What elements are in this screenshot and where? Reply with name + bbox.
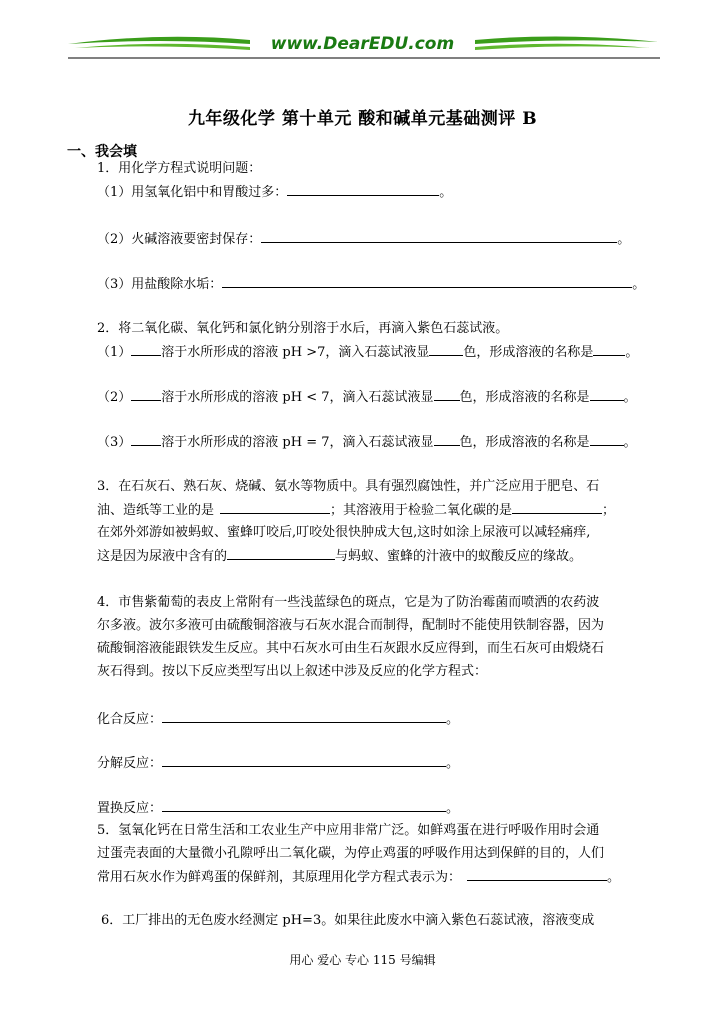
q2-2-prefix: （2） [97,390,132,405]
q2-2-name-blank[interactable] [590,386,624,401]
q2-3-name-blank[interactable] [590,431,624,446]
q2-1-prefix: （1） [97,345,132,360]
q2-2-substance-blank[interactable] [131,386,161,401]
q3-text-d: 这是因为尿液中含有的 [97,549,228,564]
q1c-line [97,273,645,296]
q4-combine-blank[interactable] [162,708,446,723]
q1b-answer-blank[interactable] [261,228,617,243]
section-heading: 一、我会填 [67,144,137,160]
site-logo-text: www.DearEDU.com [270,34,455,54]
q5-end: 。 [607,870,621,885]
q2-3-substance-blank[interactable] [131,431,161,446]
q1a-end: 。 [439,185,453,200]
q4-line-1: 4．市售紫葡萄的表皮上常附有一些浅蓝绿色的斑点，它是为了防治霉菌而喷洒的农药波 [97,595,600,610]
q3-text-c: ； [602,503,616,518]
right-swoosh-bottom [475,44,650,50]
q4-replace-label: 置换反应： [97,801,163,816]
q4-replace-line [97,797,459,820]
q1b-line [97,228,630,251]
q3-text-a: 油、造纸等工业的是 [97,503,215,518]
q2-intro: 2．将二氧化碳、氧化钙和氯化钠分别溶于水后，再滴入紫色石蕊试液。 [97,321,509,336]
q2-line-1 [97,341,638,364]
q2-1-name-blank[interactable] [593,341,625,356]
q4-line-3: 硫酸铜溶液能跟铁发生反应。其中石灰水可由生石灰跟水反应得到，而生石灰可由煅烧石 [97,641,605,656]
q2-line-2 [97,386,637,409]
q3-blank-3[interactable] [227,545,335,560]
q4-combine-line [97,708,459,731]
q2-2-end: 。 [623,390,637,405]
q4-replace-blank[interactable] [162,797,446,812]
q4-decompose-blank[interactable] [162,752,446,767]
q1b-end: 。 [617,232,631,247]
q3-text-b: ；其溶液用于检验二氧化碳的是 [330,503,513,518]
q2-line-3 [97,431,637,454]
q3-line-1: 3．在石灰石、熟石灰、烧碱、氨水等物质中。具有强烈腐蚀性，并广泛应用于肥皂、石 [97,479,600,494]
q2-2-color-blank[interactable] [434,386,460,401]
q5-text: 常用石灰水作为鲜鸡蛋的保鲜剂，其原理用化学方程式表示为： [97,870,462,885]
q4-line-2: 尔多液。波尔多液可由硫酸铜溶液与石灰水混合而制得，配制时不能使用铁制容器，因为 [97,618,605,633]
left-swoosh-top [68,37,250,44]
q4-decompose-line [97,752,459,775]
right-swoosh-top [475,36,658,44]
q4-decompose-end: 。 [446,756,460,771]
q4-combine-end: 。 [446,712,460,727]
q4-line-4: 灰石得到。按以下反应类型写出以上叙述中涉及反应的化学方程式： [97,664,488,679]
q2-3-end: 。 [623,435,637,450]
q5-line-1: 5．氢氧化钙在日常生活和工农业生产中应用非常广泛。如鲜鸡蛋在进行呼吸作用时会通 [97,823,600,838]
q4-replace-end: 。 [446,801,460,816]
q2-2-text-b: 色，形成溶液的名称是 [459,390,590,405]
q2-3-text-a: 溶于水所形成的溶液 pH = 7，滴入石蕊试液显 [161,435,434,450]
q3-line-2 [97,499,615,522]
page-footer: 用心 爱心 专心 115 号编辑 [289,953,436,967]
q2-1-text-b: 色，形成溶液的名称是 [463,345,594,360]
q1b-label: （2）火碱溶液要密封保存： [97,232,262,247]
q1c-end: 。 [632,277,646,292]
q5-blank[interactable] [467,866,607,881]
q2-1-end: 。 [625,345,639,360]
q5-line-2: 过蛋壳表面的大量微小孔隙呼出二氧化碳，为停止鸡蛋的呼吸作用达到保鲜的目的，人们 [97,846,605,861]
q3-blank-1[interactable] [220,499,330,514]
q3-line-4 [97,545,582,568]
q6-line-1: 6．工厂排出的无色废水经测定 pH=3。如果往此废水中滴入紫色石蕊试液，溶液变成 [101,913,595,928]
q2-1-substance-blank[interactable] [131,341,161,356]
q2-3-prefix: （3） [97,435,132,450]
q3-text-e: 与蚂蚁、蜜蜂的汁液中的蚁酸反应的缘故。 [335,549,583,564]
q2-3-color-blank[interactable] [434,431,460,446]
q1c-label: （3）用盐酸除水垢： [97,277,223,292]
q2-1-text-a: 溶于水所形成的溶液 pH >7，滴入石蕊试液显 [161,345,430,360]
q4-combine-label: 化合反应： [97,712,163,727]
q1a-label: （1）用氢氧化铝中和胃酸过多： [97,185,288,200]
q1a-answer-blank[interactable] [287,181,439,196]
header-banner [0,30,725,64]
q2-3-text-b: 色，形成溶液的名称是 [459,435,590,450]
q3-line-3: 在郊外郊游如被蚂蚁、蜜蜂叮咬后,叮咬处很快肿成大包,这时如涂上尿液可以减轻痛痒, [97,525,591,540]
q3-blank-2[interactable] [512,499,602,514]
page-title: 九年级化学 第十单元 酸和碱单元基础测评 B [187,109,538,129]
q1-intro: 1．用化学方程式说明问题： [97,161,262,176]
q1c-answer-blank[interactable] [222,273,632,288]
q5-line-3 [97,866,620,889]
q4-decompose-label: 分解反应： [97,756,163,771]
q2-1-color-blank[interactable] [429,341,463,356]
q1a-line [97,181,452,204]
q2-2-text-a: 溶于水所形成的溶液 pH < 7，滴入石蕊试液显 [161,390,434,405]
left-swoosh-bottom [75,44,250,50]
